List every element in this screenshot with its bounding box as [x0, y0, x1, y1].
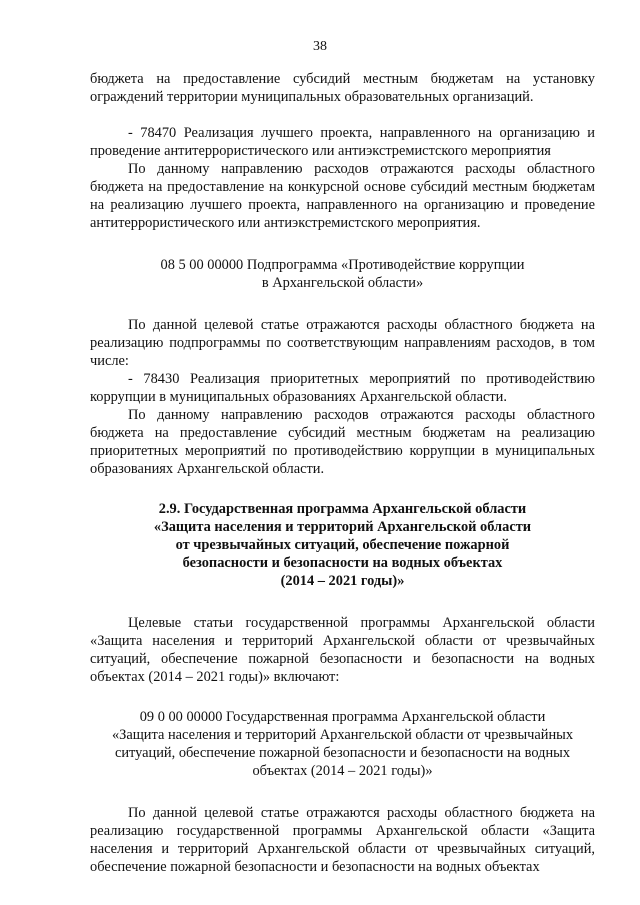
subprogram-heading-line-1: 08 5 00 00000 Подпрограмма «Противодействие коррупции: [160, 257, 525, 273]
section-heading-line-4: безопасности и безопасности на водных объектах: [182, 555, 503, 571]
subprogram-heading-line-2: в Архангельской области»: [261, 275, 424, 291]
section-heading-line-2: «Защита населения и территорий Архангельской области: [153, 519, 532, 535]
program-heading-line-3: ситуаций, обеспечение пожарной безопасности и безопасности на водных: [114, 745, 571, 761]
program-heading-line-1: 09 0 00 00000 Государственная программа Архангельской области: [139, 709, 546, 725]
paragraph-78470-description: По данному направлению расходов отражаются расходы областного бюджета на предоставление на конкурсной основе субсидий местным бюджетам на реализацию лучшего проекта, направленного на организацию и проведение антитеррористического или антиэкстремистского мероприятия.: [90, 161, 595, 231]
paragraph-budget-fences: бюджета на предоставление субсидий местным бюджетам на установку ограждений территории муниципальных образовательных организаций.: [90, 71, 595, 105]
section-heading-line-3: от чрезвычайных ситуаций, обеспечение пожарной: [175, 537, 510, 553]
paragraph-78430-item: - 78430 Реализация приоритетных мероприятий по противодействию коррупции в муниципальных образованиях Архангельской области.: [90, 371, 595, 405]
program-heading: [90, 708, 595, 780]
section-heading-2-9: [90, 500, 595, 590]
program-heading-line-4: объектах (2014 – 2021 годы)»: [252, 763, 433, 779]
page-content: [90, 70, 595, 876]
section-heading-line-5: (2014 – 2021 годы)»: [280, 573, 405, 589]
paragraph-78470-item: - 78470 Реализация лучшего проекта, направленного на организацию и проведение антитеррористического или антиэкстремистского мероприятия: [90, 125, 595, 159]
program-heading-line-2: «Защита населения и территорий Архангельской области от чрезвычайных: [111, 727, 574, 743]
paragraph-program-expenses: По данной целевой статье отражаются расходы областного бюджета на реализацию государственной программы Архангельской области «Защита населения и территорий Архангельской области от чрезвычайных ситуаций, обеспечение пожарной безопасности и безопасности на водных объектах: [90, 805, 595, 875]
section-heading-line-1: 2.9. Государственная программа Архангельской области: [158, 501, 527, 517]
page-number: 38: [313, 39, 327, 54]
paragraph-subprogram-expenses: По данной целевой статье отражаются расходы областного бюджета на реализацию подпрограммы по соответствующим направлениям расходов, в том числе:: [90, 317, 595, 369]
subprogram-heading: [90, 256, 595, 292]
paragraph-target-articles: Целевые статьи государственной программы Архангельской области «Защита населения и территорий Архангельской области от чрезвычайных ситуаций, обеспечение пожарной безопасности и безопасности на водных объектах (2014 – 2021 годы)» включают:: [90, 615, 595, 685]
paragraph-78430-description: По данному направлению расходов отражаются расходы областного бюджета на предоставление субсидий местным бюджетам на реализацию приоритетных мероприятий по противодействию коррупции в муниципальных образованиях Архангельской области.: [90, 407, 595, 477]
